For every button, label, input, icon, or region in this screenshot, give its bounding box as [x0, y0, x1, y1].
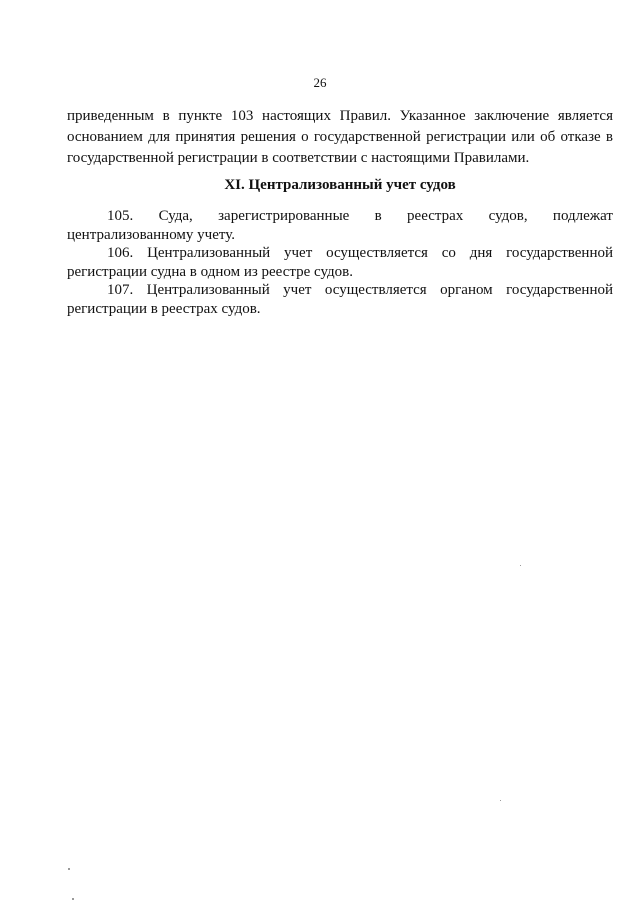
intro-paragraph: приведенным в пункте 103 настоящих Правил. Указанное заключение является основанием для принятия решения о государственной регистрации или об отказе в государственной регистрации в соответствии с настоящими Правилами. — [67, 108, 613, 166]
item-107: 107. Централизованный учет осуществляется органом государственной регистрации в реестрах судов. — [67, 282, 613, 317]
scan-speck — [500, 800, 501, 801]
item-106: 106. Централизованный учет осуществляется со дня государственной регистрации судна в одном из реестре судов. — [67, 245, 613, 280]
scan-speck — [72, 898, 74, 900]
item-105: 105. Суда, зарегистрированные в реестрах судов, подлежат централизованному учету. — [67, 208, 613, 243]
intro-paragraph-block — [67, 106, 613, 169]
section-items — [67, 207, 613, 318]
page-number: 26 — [313, 75, 327, 90]
scan-speck — [520, 565, 521, 566]
section-heading: XI. Централизованный учет судов — [224, 177, 456, 193]
scan-speck — [68, 868, 70, 870]
